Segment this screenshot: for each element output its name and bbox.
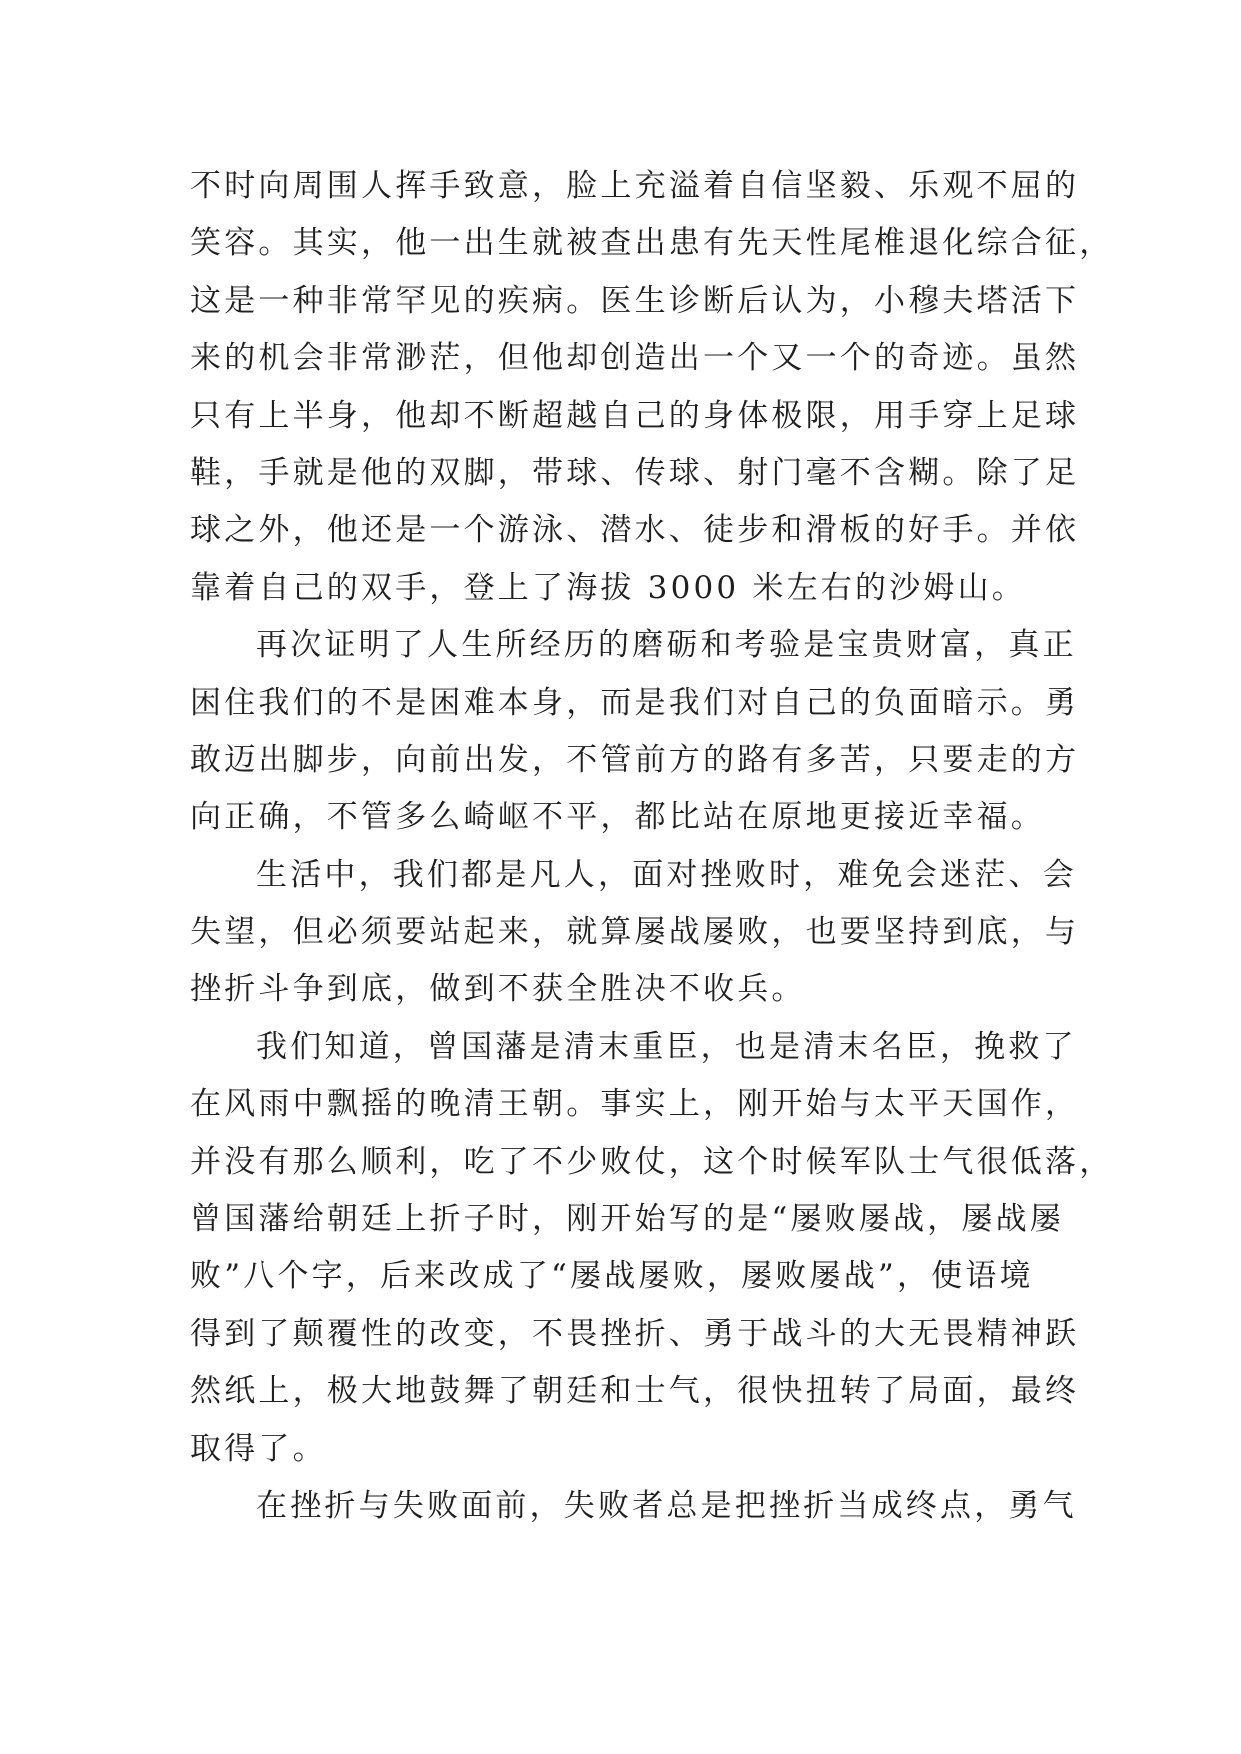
text-line: 取得了。	[190, 1430, 327, 1467]
text-line: 不时向周围人挥手致意，脸上充溢着自信坚毅、乐观不屈的	[190, 168, 1080, 204]
text-line: 敢迈出脚步，向前出发，不管前方的路有多苦，只要走的方	[190, 741, 1080, 778]
text-line: 再次证明了人生所经历的磨砺和考验是宝贵财富，真正	[256, 627, 1077, 664]
text-line: 在风雨中飘摇的晚清王朝。事实上，刚开始与太平天国作，	[190, 1086, 1080, 1123]
text-line: 败”八个字，后来改成了“屡战屡败，屡败屡战”，使语境	[190, 1258, 1034, 1295]
text-line: 球之外，他还是一个游泳、潜水、徒步和滑板的好手。并依	[190, 512, 1080, 549]
text-line: 我们知道，曾国藩是清末重臣，也是清末名臣，挽救了	[256, 1028, 1077, 1065]
text-line: 笑容。其实，他一出生就被查出患有先天性尾椎退化综合征，	[190, 225, 1114, 262]
paragraph-5	[190, 1478, 1077, 1535]
paragraph-2	[190, 617, 1080, 847]
paragraph-3	[190, 847, 1080, 1019]
body-text	[190, 158, 1114, 1535]
text-line: 这是一种非常罕见的疾病。医生诊断后认为，小穆夫塔活下	[190, 282, 1080, 319]
text-line: 在挫折与失败面前，失败者总是把挫折当成终点，勇气	[256, 1487, 1077, 1524]
text-line: 生活中，我们都是凡人，面对挫败时，难免会迷茫、会	[256, 856, 1077, 893]
paragraph-1	[190, 158, 1114, 617]
text-line: 得到了颠覆性的改变，不畏挫折、勇于战斗的大无畏精神跃	[190, 1315, 1080, 1352]
text-line: 挫折斗争到底，做到不获全胜决不收兵。	[190, 971, 806, 1008]
text-line: 靠着自己的双手，登上了海拔 3000 米左右的沙姆山。	[190, 569, 1026, 606]
text-line: 只有上半身，他却不断超越自己的身体极限，用手穿上足球	[190, 397, 1080, 434]
text-line: 曾国藩给朝廷上折子时，刚开始写的是“屡败屡战，屡战屡	[190, 1201, 1065, 1238]
text-line: 向正确，不管多么崎岖不平，都比站在原地更接近幸福。	[190, 799, 1045, 836]
text-line: 鞋，手就是他的双脚，带球、传球、射门毫不含糊。除了足	[190, 454, 1080, 491]
paragraph-4	[190, 1019, 1114, 1478]
text-line: 困住我们的不是困难本身，而是我们对自己的负面暗示。勇	[190, 684, 1080, 721]
text-line: 来的机会非常渺茫，但他却创造出一个又一个的奇迹。虽然	[190, 340, 1080, 377]
text-line: 并没有那么顺利，吃了不少败仗，这个时候军队士气很低落，	[190, 1143, 1114, 1180]
text-line: 失望，但必须要站起来，就算屡战屡败，也要坚持到底，与	[190, 914, 1080, 951]
text-line: 然纸上，极大地鼓舞了朝廷和士气，很快扭转了局面，最终	[190, 1373, 1080, 1410]
